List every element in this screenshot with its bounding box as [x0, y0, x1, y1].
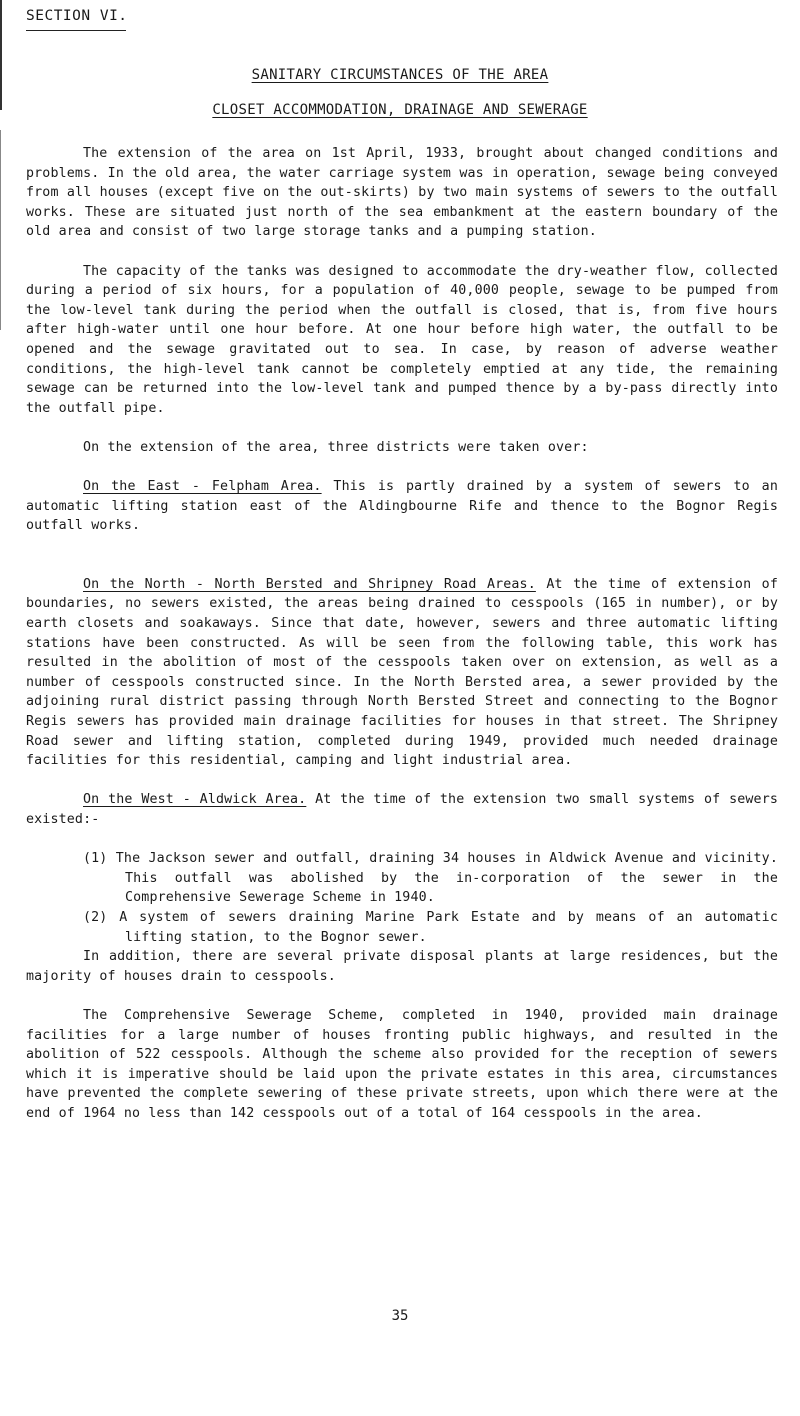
section-label: SECTION VI.	[26, 8, 128, 24]
paragraph-west: On the West - Aldwick Area. At the time of the extension two small systems of sewers existed:-	[26, 792, 779, 827]
section-underline	[26, 30, 126, 31]
paragraph-north: On the North - North Bersted and Shripney Road Areas. At the time of extension of boundaries, no sewers existed, the areas being drained to cesspools (165 in number), or by earth closets and soakaways. Since that date, however, sewers and three automatic lifting stations have been constructed. As will be seen from the following table, this work has resulted in the abolition of most of the cesspools taken over on extension, as well as a number of cesspools constructed since. In the North Bersted area, a sewer provided by the adjoining rural district passing through North Bersted Street and connecting to the Bognor Regis sewers has provided main drainage facilities for houses in that street. The Shripney Road sewer and lifting station, completed during 1949, provided much needed drainage facilities for this residential, camping and light industrial area.	[26, 576, 778, 769]
page-subtitle: CLOSET ACCOMMODATION, DRAINAGE AND SEWERAGE	[212, 102, 588, 118]
list-item: (2) A system of sewers draining Marine Park Estate and by means of an automatic lifting station, to the Bognor sewer.	[83, 909, 778, 945]
heading-north: On the North - North Bersted and Shripney Road Areas.	[83, 576, 536, 592]
heading-west: On the West - Aldwick Area.	[83, 792, 307, 808]
scan-edge-line	[0, 130, 1, 330]
scan-edge-line	[0, 0, 2, 110]
page-title: SANITARY CIRCUMSTANCES OF THE AREA	[251, 67, 549, 83]
body-text	[26, 144, 778, 1143]
paragraph-private-plants: In addition, there are several private disposal plants at large residences, but the majority of houses drain to cesspools.	[26, 949, 778, 984]
heading-east: On the East - Felpham Area.	[83, 479, 322, 495]
page-number: 35	[391, 1308, 409, 1324]
paragraph-districts-intro: On the extension of the area, three districts were taken over:	[83, 439, 589, 455]
paragraph-extension: The extension of the area on 1st April, 1933, brought about changed conditions and problems. In the old area, the water carriage system was in operation, sewage being conveyed from all houses (except five on the out-skirts) by two main systems of sewers to the outfall works. These are situated just north of the sea embankment at the eastern boundary of the old area and consist of two large storage tanks and a pumping station.	[26, 146, 778, 240]
paragraph-capacity: The capacity of the tanks was designed to accommodate the dry-weather flow, collected during a period of six hours, for a population of 40,000 people, sewage to be pumped from the low-level tank during the period when the outfall is closed, that is, from five hours after high-water until one hour before. At one hour before high water, the outfall to be opened and the sewage gravitated out to sea. In case, by reason of adverse weather conditions, the high-level tank cannot be completely emptied at any tide, the remaining sewage can be returned into the low-level tank and pumped thence by a by-pass directly into the outfall pipe.	[26, 263, 778, 416]
paragraph-comprehensive-scheme: The Comprehensive Sewerage Scheme, completed in 1940, provided main drainage facilities for a large number of houses fronting public highways, and resulted in the abolition of 522 cesspools. Although the scheme also provided for the reception of sewers which it is imperative should be laid upon the private estates in this area, circumstances have prevented the complete sewering of these private streets, upon which there were at the end of 1964 no less than 142 cesspools out of a total of 164 cesspools in the area.	[26, 1007, 778, 1121]
list-item: (1) The Jackson sewer and outfall, draining 34 houses in Aldwick Avenue and vicinity. This outfall was abolished by the in-corporation of the sewer in the Comprehensive Sewerage Scheme in 1940.	[83, 851, 778, 906]
paragraph-east: On the East - Felpham Area. This is partly drained by a system of sewers to an automatic lifting station east of the Aldingbourne Rife and thence to the Bognor Regis outfall works.	[26, 479, 778, 534]
